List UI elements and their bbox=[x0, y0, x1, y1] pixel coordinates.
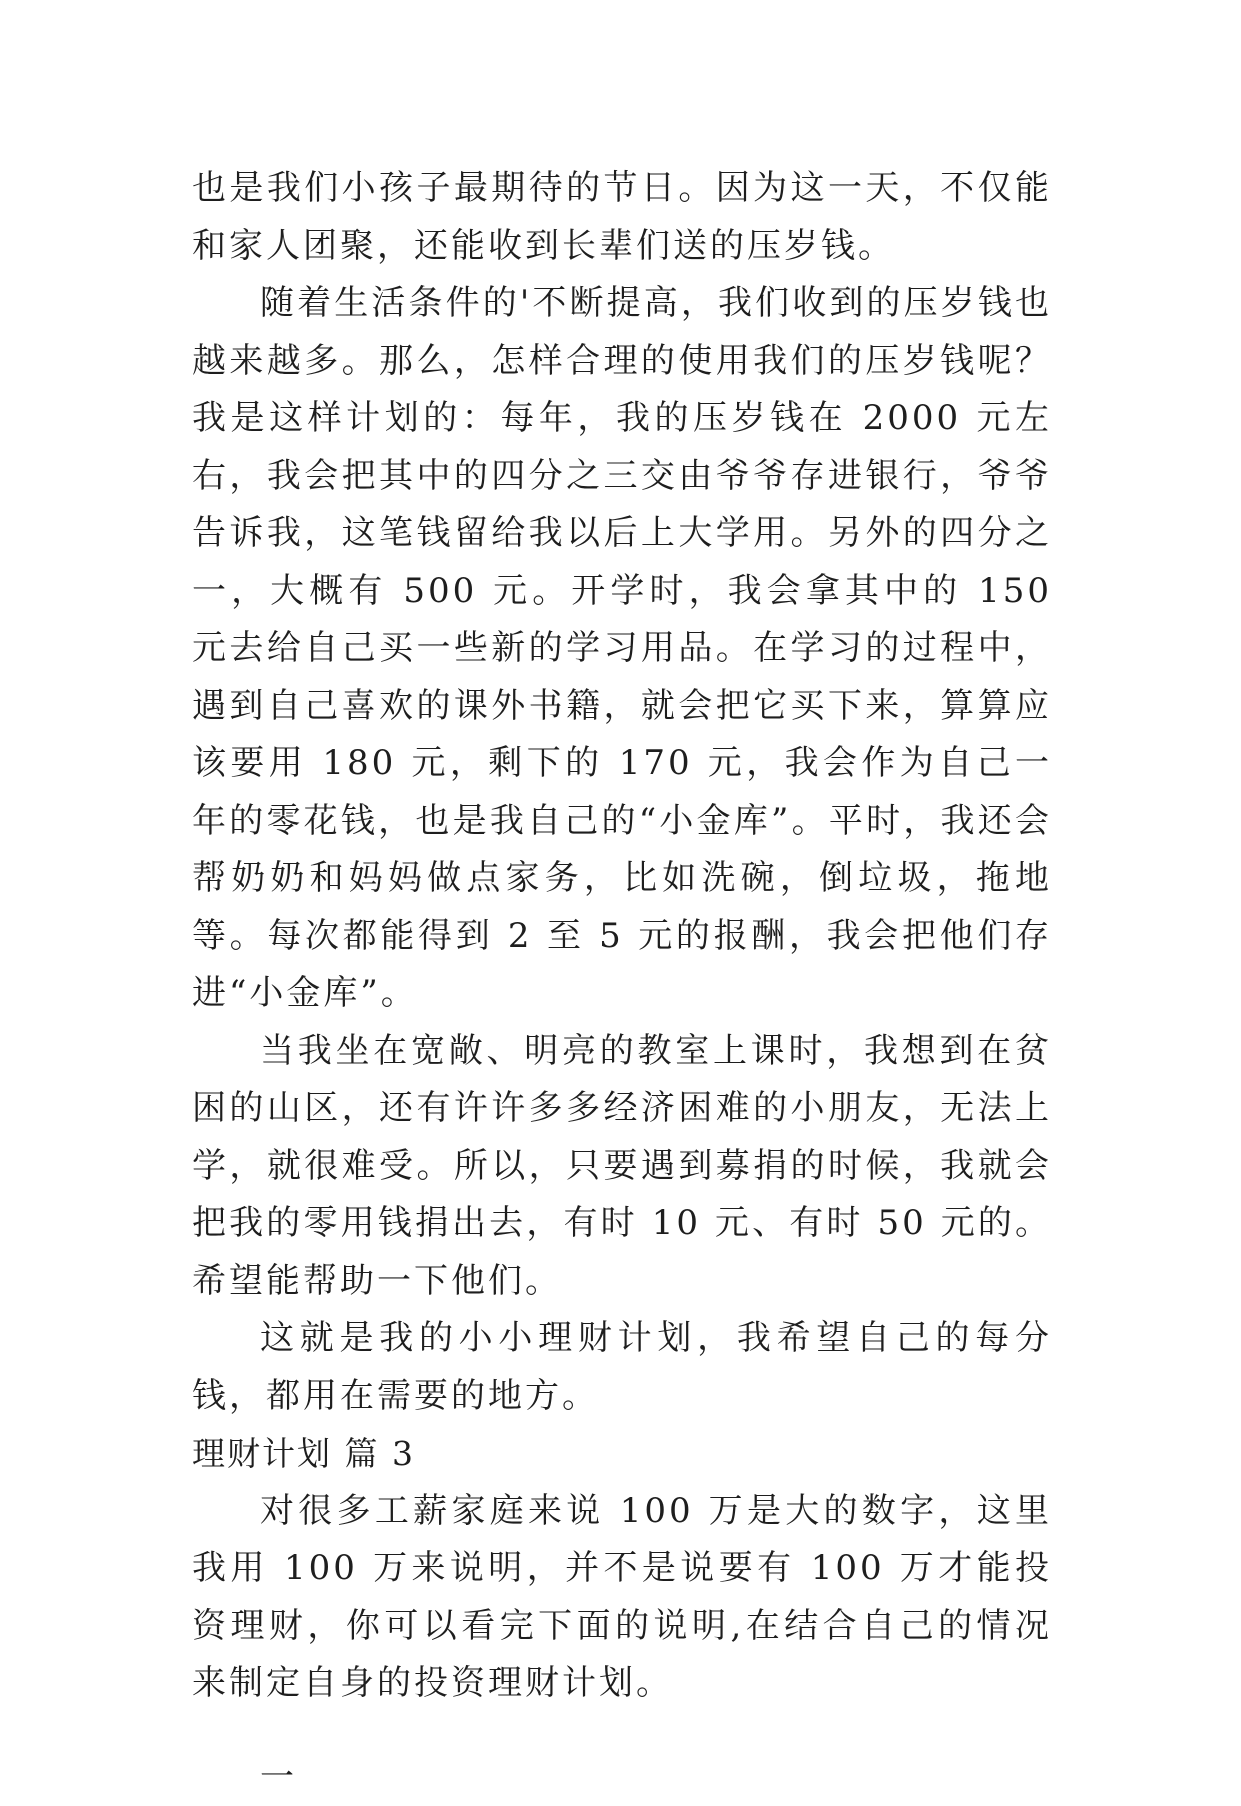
paragraph-allowance-plan: 随着生活条件的'不断提高，我们收到的压岁钱也越来越多。那么，怎样合理的使用我们的压岁钱呢？我是这样计划的：每年，我的压岁钱在 2000 元左右，我会把其中的四分之三交由爷爷存进银行，爷爷告诉我，这笔钱留给我以后上大学用。另外的四分之一，大概有 500 元。开学时，我会拿其中的 150 元去给自己买一些新的学习用品。在学习的过程中，遇到自己喜欢的课外书籍，就会把它买下来，算算应该要用 180 元，剩下的 170 元，我会作为自己一年的零花钱，也是我自己的“小金库”。平时，我还会帮奶奶和妈妈做点家务，比如洗碗，倒垃圾，拖地等。每次都能得到 2 至 5 元的报酬，我会把他们存进“小金库”。 bbox=[192, 275, 1052, 1023]
list-marker: 一 bbox=[192, 1749, 1052, 1806]
paragraph-section3-intro: 对很多工薪家庭来说 100 万是大的数字，这里我用 100 万来说明，并不是说要有 100 万才能投资理财，你可以看完下面的说明,在结合自己的情况来制定自身的投资理财计划。 bbox=[192, 1483, 1052, 1713]
paragraph-donation: 当我坐在宽敞、明亮的教室上课时，我想到在贫困的山区，还有许许多多经济困难的小朋友，无法上学，就很难受。所以，只要遇到募捐的时候，我就会把我的零用钱捐出去，有时 10 元、有时 50 元的。希望能帮助一下他们。 bbox=[192, 1023, 1052, 1311]
document-body bbox=[192, 160, 1052, 1806]
section-heading: 理财计划 篇 3 bbox=[192, 1425, 1052, 1483]
paragraph-continuation: 也是我们小孩子最期待的节日。因为这一天，不仅能和家人团聚，还能收到长辈们送的压岁钱。 bbox=[192, 160, 1052, 275]
paragraph-conclusion: 这就是我的小小理财计划，我希望自己的每分钱，都用在需要的地方。 bbox=[192, 1310, 1052, 1425]
